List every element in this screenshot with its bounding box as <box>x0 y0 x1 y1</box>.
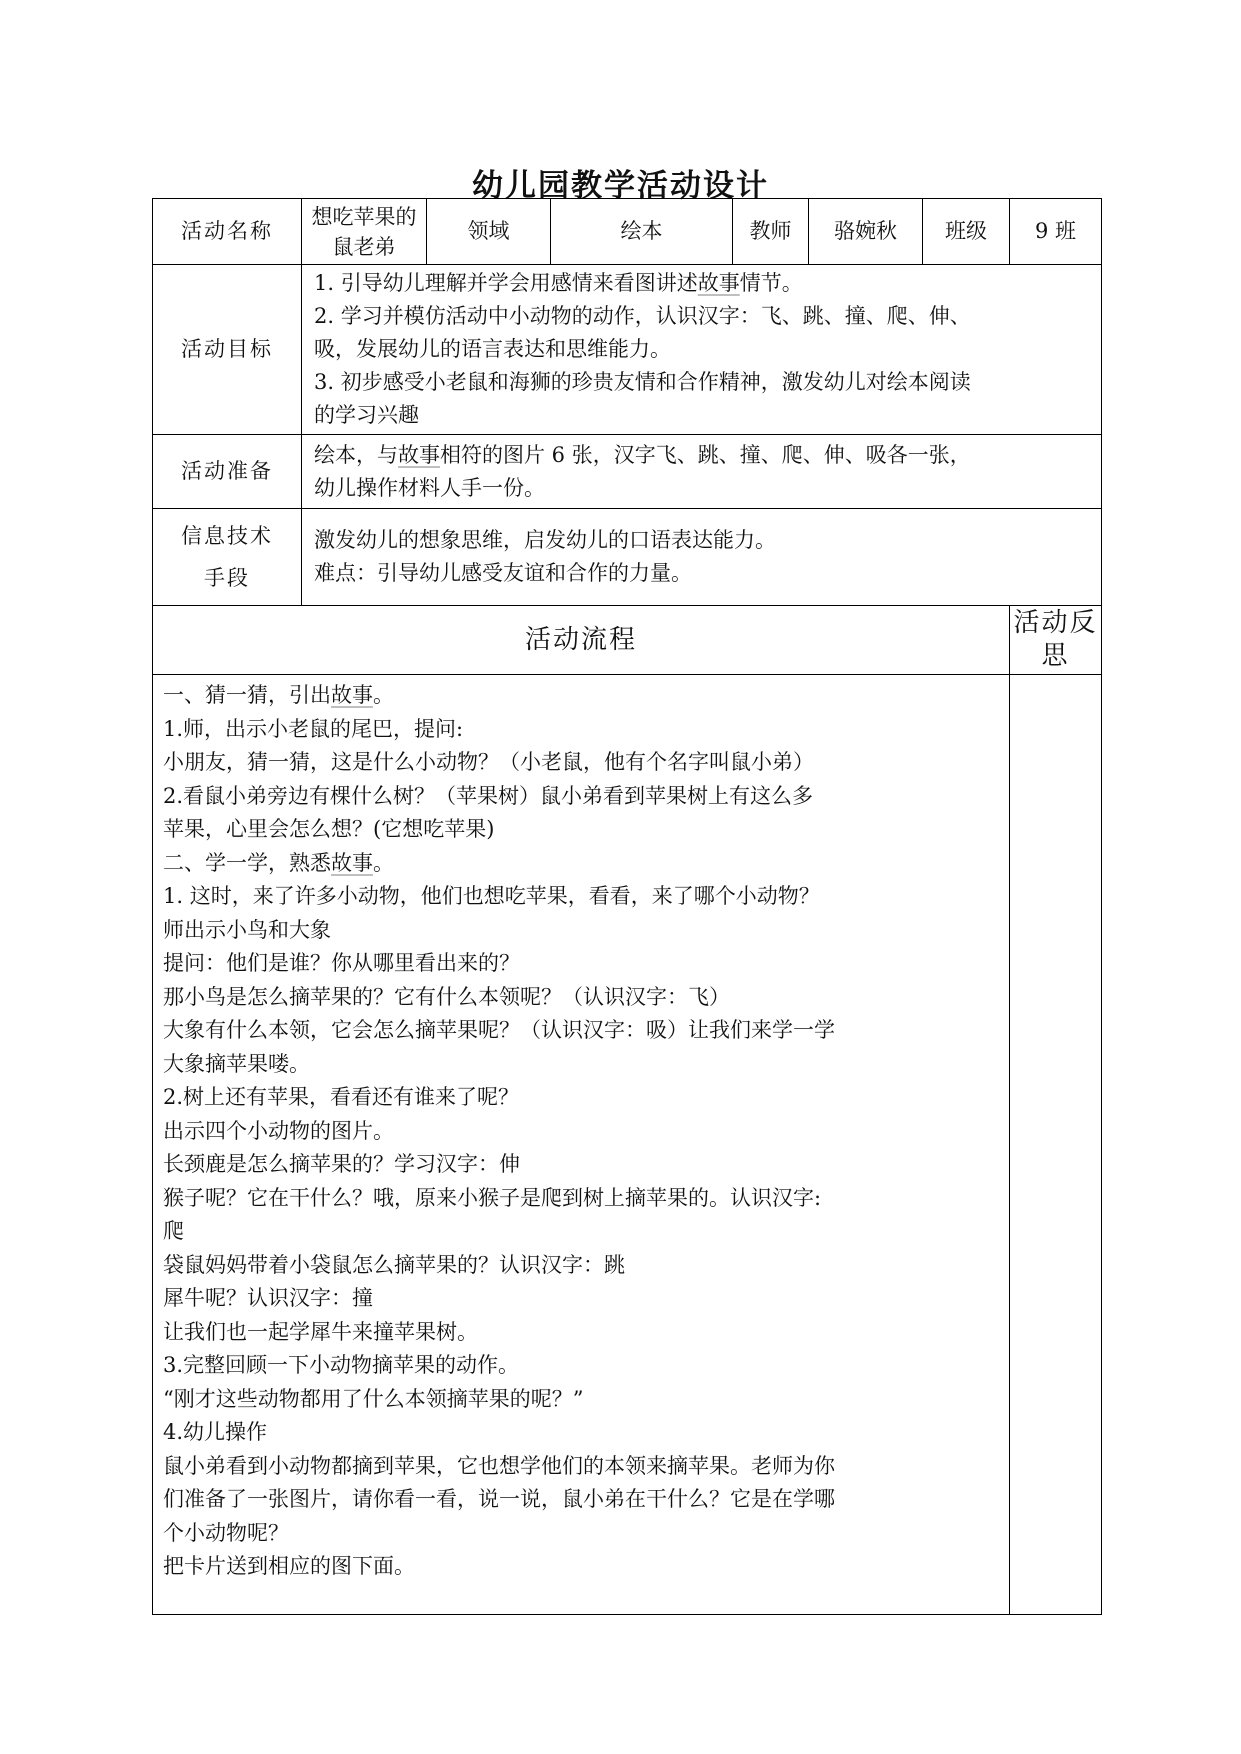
flow-line: 提问：他们是谁？你从哪里看出来的？ <box>163 951 520 975</box>
flow-line: 1. 这时，来了许多小动物，他们也想吃苹果，看看，来了哪个小动物？ <box>163 884 820 908</box>
preparation-content <box>302 435 1102 509</box>
goals-line: 2. 学习并模仿活动中小动物的动作，认识汉字：飞、跳、撞、爬、伸、 <box>314 304 971 328</box>
goals-text: 情节。 <box>739 271 803 295</box>
flow-line: 猴子呢？它在干什么？哦，原来小猴子是爬到树上摘苹果的。认识汉字: <box>163 1185 822 1210</box>
flow-line: 们准备了一张图片，请你看一看，说一说，鼠小弟在干什么？它是在学哪 <box>163 1487 835 1511</box>
it-means-content <box>302 509 1102 606</box>
flow-reflection-label: 活动反思 <box>1010 606 1102 675</box>
goals-text: 1. 引导幼儿理解并学会用感情来看图讲述 <box>314 271 698 295</box>
it-means-label-line1: 信息技术 <box>181 524 273 548</box>
domain-value: 绘本 <box>551 199 733 265</box>
goals-line: 3. 初步感受小老鼠和海狮的珍贵友情和合作精神，激发幼儿对绘本阅读 <box>314 370 971 394</box>
preparation-label: 活动准备 <box>153 435 302 509</box>
flow-text: 。 <box>373 683 394 707</box>
teacher-value: 骆婉秋 <box>809 199 923 265</box>
activity-design-table <box>152 198 1102 1615</box>
domain-label: 领域 <box>427 199 551 265</box>
page-title: 幼儿园教学活动设计 <box>472 168 769 204</box>
class-value: 9 班 <box>1010 199 1102 265</box>
it-means-row <box>153 509 1102 606</box>
goals-line: 吸，发展幼儿的语言表达和思维能力。 <box>314 337 671 361</box>
flow-line: 把卡片送到相应的图下面。 <box>163 1554 415 1578</box>
flow-line: “刚才这些动物都用了什么本领摘苹果的呢？” <box>163 1386 584 1411</box>
flow-process-label: 活动流程 <box>153 606 1010 675</box>
flow-line: 鼠小弟看到小动物都摘到苹果，它也想学他们的本领来摘苹果。老师为你 <box>163 1453 835 1478</box>
flow-line: 长颈鹿是怎么摘苹果的？学习汉字：伸 <box>163 1152 520 1176</box>
flow-header-row <box>153 606 1102 675</box>
class-label: 班级 <box>923 199 1010 265</box>
underlined-text: 故事 <box>697 271 740 295</box>
flow-line: 大象摘苹果喽。 <box>163 1051 310 1076</box>
preparation-text: 相符的图片 6 张，汉字飞、跳、撞、爬、伸、吸各一张， <box>440 442 971 467</box>
it-means-line: 难点：引导幼儿感受友谊和合作的力量。 <box>314 561 692 585</box>
flow-line: 小朋友，猜一猜，这是什么小动物？（小老鼠，他有个名字叫鼠小弟） <box>163 750 814 774</box>
header-row <box>153 199 1102 265</box>
flow-reflection-content <box>1010 675 1102 1615</box>
flow-text: 。 <box>373 850 394 875</box>
goals-content <box>302 265 1102 435</box>
preparation-line <box>314 439 1091 472</box>
flow-line: 让我们也一起学犀牛来撞苹果树。 <box>163 1319 478 1344</box>
flow-line <box>163 847 1001 881</box>
goals-row <box>153 265 1102 435</box>
preparation-row <box>153 435 1102 509</box>
preparation-line: 幼儿操作材料人手一份。 <box>314 475 545 500</box>
flow-line: 苹果，心里会怎么想？(它想吃苹果) <box>163 817 495 841</box>
underlined-text: 故事 <box>398 442 440 467</box>
flow-process-content <box>153 675 1010 1615</box>
flow-line: 犀牛呢？认识汉字：撞 <box>163 1286 373 1310</box>
underlined-text: 故事 <box>331 850 373 875</box>
goals-label: 活动目标 <box>153 265 302 435</box>
activity-name-value <box>302 199 427 265</box>
flow-line <box>163 679 1001 713</box>
flow-line: 个小动物呢？ <box>163 1520 289 1545</box>
it-means-label <box>153 509 302 606</box>
teacher-label: 教师 <box>733 199 809 265</box>
flow-line: 袋鼠妈妈带着小袋鼠怎么摘苹果的？认识汉字：跳 <box>163 1252 625 1277</box>
preparation-text: 绘本，与 <box>314 442 398 467</box>
goals-line <box>314 267 1091 300</box>
flow-line: 爬 <box>163 1219 184 1243</box>
flow-content-row <box>153 675 1102 1615</box>
flow-line: 3.完整回顾一下小动物摘苹果的动作。 <box>163 1353 520 1377</box>
flow-line: 出示四个小动物的图片。 <box>163 1118 394 1143</box>
flow-line: 4.幼儿操作 <box>163 1420 268 1444</box>
activity-name-label: 活动名称 <box>153 199 302 265</box>
flow-line: 那小鸟是怎么摘苹果的？它有什么本领呢？（认识汉字：飞） <box>163 984 730 1009</box>
flow-line: 师出示小鸟和大象 <box>163 917 331 942</box>
flow-line: 2.看鼠小弟旁边有棵什么树？（苹果树）鼠小弟看到苹果树上有这么多 <box>163 783 814 808</box>
it-means-line: 激发幼儿的想象思维，启发幼儿的口语表达能力。 <box>314 528 776 552</box>
underlined-text: 故事 <box>331 683 373 707</box>
flow-line: 1.师，出示小老鼠的尾巴，提问: <box>163 716 464 741</box>
it-means-label-line2: 手段 <box>204 566 250 590</box>
activity-name-line1: 想吃苹果的 <box>311 204 417 229</box>
flow-line: 2.树上还有苹果，看看还有谁来了呢？ <box>163 1085 520 1109</box>
flow-line: 大象有什么本领，它会怎么摘苹果呢？（认识汉字：吸）让我们来学一学 <box>163 1018 835 1042</box>
flow-text: 一、猜一猜，引出 <box>163 683 331 707</box>
flow-text: 二、学一学，熟悉 <box>163 850 331 875</box>
goals-line: 的学习兴趣 <box>314 403 419 427</box>
activity-name-line2: 鼠老弟 <box>332 234 396 259</box>
